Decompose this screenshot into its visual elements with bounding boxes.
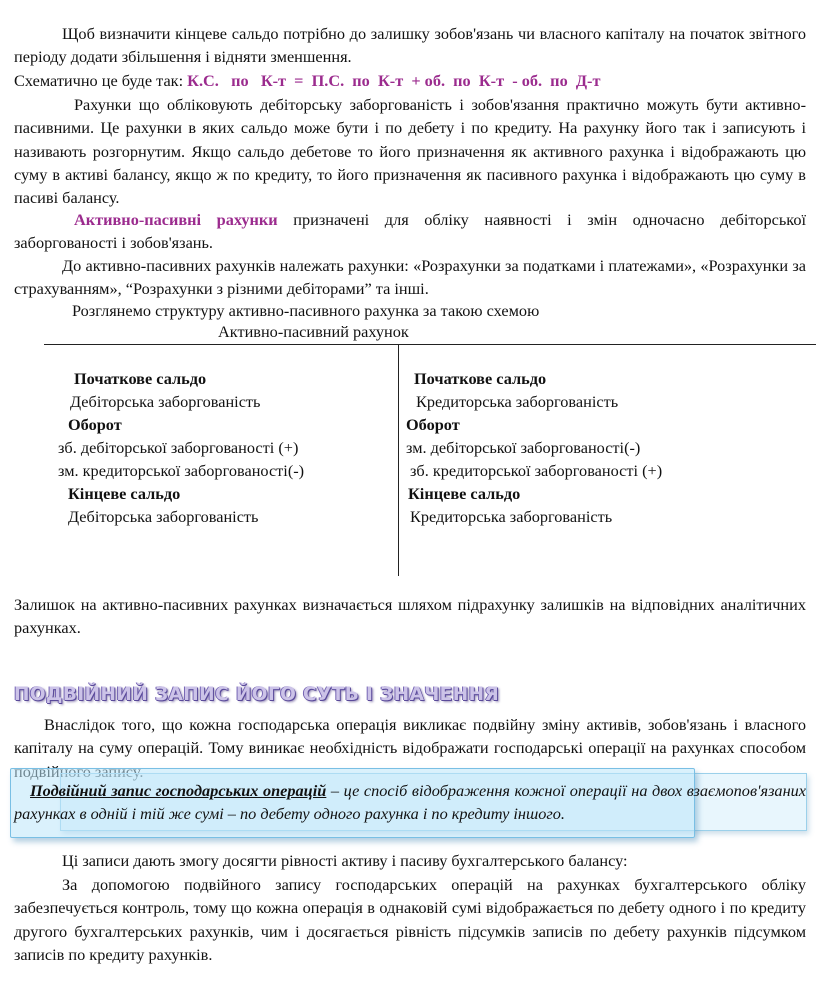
debit-turnover-2: зм. кредиторської заборгованості(-) [58,461,305,480]
credit-turnover-label: Оборот [406,415,460,434]
definition-term: Подвійний запис господарських операцій [30,781,327,800]
account-title: Активно-пасивний рахунок [218,322,409,341]
debit-opening-label: Початкове сальдо [74,369,207,388]
credit-closing-label: Кінцеве сальдо [408,484,521,503]
credit-turnover-1: зм. дебіторської заборгованості(-) [406,438,641,457]
credit-closing-value: Кредиторська заборгованість [410,507,613,526]
credit-opening-value: Кредиторська заборгованість [416,392,619,411]
definition-text: – це спосіб відображення кожної операції на двох взаємопов'язаних рахунках в одній і тій же сумі – по дебету одного рахунка і по кредиту іншого. [14,781,807,824]
debit-turnover-1: зб. дебіторської заборгованості (+) [58,438,299,457]
term-active-passive: Активно-пасивні рахунки [74,210,278,229]
credit-turnover-2: зб. кредиторської заборгованості (+) [410,461,663,480]
debit-closing-label: Кінцеве сальдо [68,484,181,503]
paragraph-active-passive-intro: Рахунки що обліковують дебіторську заборгованість і зобов'язання практично можуть бути активно-пасивними. Це рахунки в яких сальдо може бути і по дебету і по кредиту. На рахунку його так і записують і називають розгорнутим. Якщо сальдо дебетове то його призначення як активного рахунка і відображають цю суму в активі балансу, якщо ж по кредиту, то його призначення як пасивного рахунка і відображають цю суму в пасиві балансу. [14,95,806,208]
paragraph-account-examples: До активно-пасивних рахунків належать рахунки: «Розрахунки за податками і платежами», «Розрахунки за страхуванням», “Розрахунки з різними дебіторами” та інші. [14,256,806,299]
schema-prefix: Схематично це буде так: [14,71,188,90]
definition-double-entry [14,779,806,826]
paragraph-balance-determination: Залишок на активно-пасивних рахунках визначається шляхом підрахунку залишків на відповідних аналітичних рахунках. [14,595,806,638]
t-account-horizontal-line [44,344,816,345]
debit-opening-value: Дебіторська заборгованість [70,392,261,411]
credit-opening-label: Початкове сальдо [414,369,547,388]
debit-closing-value: Дебіторська заборгованість [68,507,259,526]
paragraph-double-entry-reason: Внаслідок того, що кожна господарська операція викликає подвійну зміну активів, зобов'язань і власного капіталу на суму операцій. Тому виникає необхідність відображати господарські операції на рахунках способом [14,715,806,758]
paragraph-active-passive-purpose [14,208,806,255]
schema-line [14,69,806,92]
section-title: ПОДВІЙНИЙ ЗАПИС ЙОГО СУТЬ І ЗНАЧЕННЯ [14,684,500,705]
purpose-text: призначені для обліку наявності і змін одночасно дебіторської заборгованості і зобов'язань. [14,210,806,253]
paragraph-control: За допомогою подвійного запису господарських операцій на рахунках бухгалтерського обліку забезпечується контроль, тому що кожна операція в однаковій сумі відображається по дебету одного і по кредиту другого бухгалтерських рахунків, чим і досягається рівність підсумків записів по дебету рахунків підсумком записів по кредиту рахунків. [14,875,806,964]
paragraph-structure-intro: Розглянемо структуру активно-пасивного рахунка за такою схемою [72,301,540,320]
paragraph-balance-equality: Ці записи дають змогу досягти рівності активу і пасиву бухгалтерського балансу: [62,851,628,870]
paragraph-closing-balance: Щоб визначити кінцеве сальдо потрібно до залишку зобов'язань чи власного капіталу на початок звітного періоду додати збільшення і відняти зменшення. [14,24,806,67]
debit-turnover-label: Оборот [68,415,122,434]
t-account-vertical-line [398,344,399,576]
schema-formula: К.С. по К-т = П.С. по К-т + об. по К-т - об. по Д-т [187,71,601,90]
